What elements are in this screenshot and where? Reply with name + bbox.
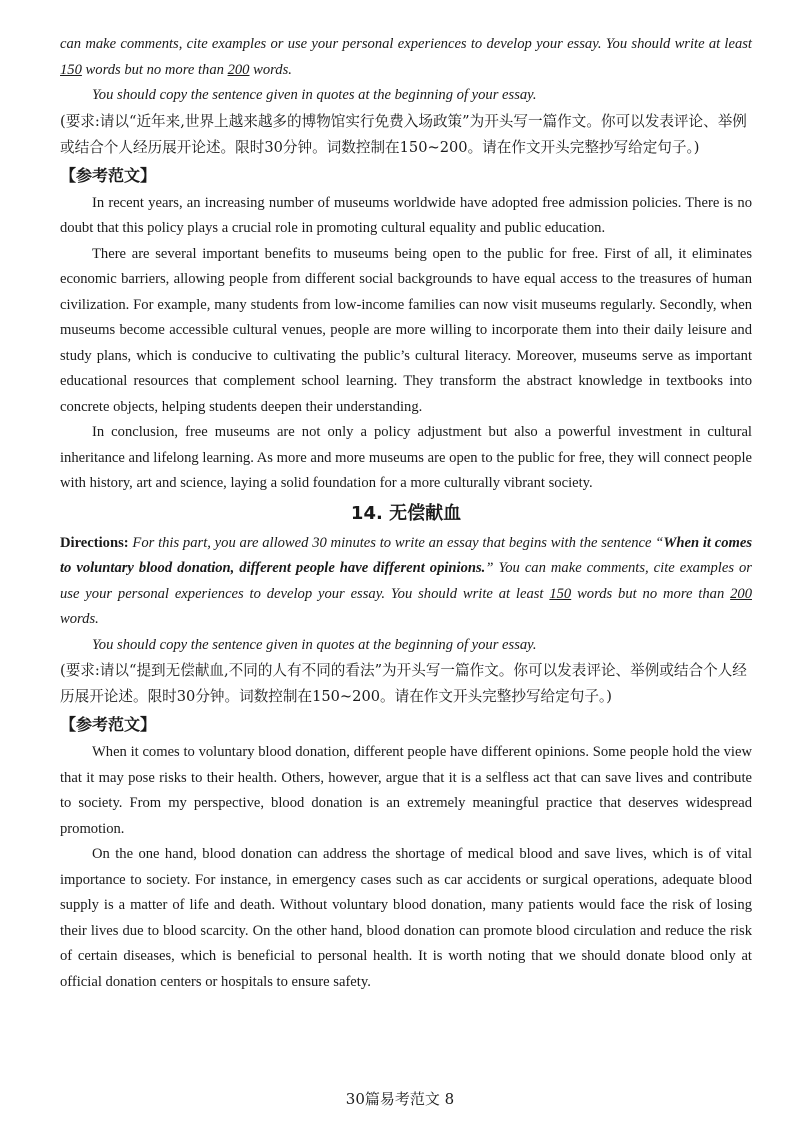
copy-note: You should copy the sentence given in quotes at the beginning of your essay. [92,87,537,103]
sample-heading: 【参考范文】 [60,165,157,185]
max-words: 200 [227,61,250,78]
page-content [60,32,752,995]
essay-paragraph: In conclusion, free museums are not only a policy adjustment but also a powerful investment in cultural inheritance and lifelong learning. As more and more museums are open to the public for free, they will connect people with history, art and science, laying a solid foundation for a more culturally vibrant society. [60,424,752,491]
requirement-zh: (要求:请以“近年来,世界上越来越多的博物馆实行免费入场政策”为开头写一篇作文。你可以发表评论、举例或结合个人经历展开论述。限时30分钟。词数控制在150~200。请在作文开头完整抄写给定句子。) [60,112,747,156]
page-footer: 30篇易考范文 8 [345,1090,455,1108]
requirement-zh: (要求:请以“提到无偿献血,不同的人有不同的看法”为开头写一篇作文。你可以发表评论、举例或结合个人经历展开论述。限时30分钟。词数控制在150~200。请在作文开头完整抄写给定句子。) [60,662,747,705]
section-title: 14. 无偿献血 [350,502,462,524]
directions-quote: When it comes to voluntary blood donation, different people have different opinions. [60,534,752,576]
directions-label: Directions: [60,534,129,551]
min-words: 150 [549,585,572,602]
essay-paragraph: In recent years, an increasing number of museums worldwide have adopted free admission policies. There is no doubt that this policy plays a crucial role in promoting cultural equality and public education. [60,194,752,236]
copy-note: You should copy the sentence given in quotes at the beginning of your essay. [92,636,537,653]
max-words: 200 [730,585,752,602]
essay-paragraph: When it comes to voluntary blood donation, different people have different opinions. Some people hold the view that it may pose risks to their health. Others, however, argue that it is a selfless act that can save lives and contribute to society. From my perspective, blood donation is an extremely meaningful practice that deserves widespread promotion. [60,744,752,837]
essay-paragraph: On the one hand, blood donation can address the shortage of medical blood and save lives, which is of vital importance to society. For instance, in emergency cases such as car accidents or surgical operations, adequate blood supply is a matter of life and death. Without voluntary blood donation, many patients would face the risk of losing their lives due to blood scarcity. On the other hand, blood donation can promote blood circulation and reduce the risk of certain diseases, which is beneficial to personal health. It is worth noting that we should donate blood only at official donation centers or hospitals to ensure safety. [60,846,752,990]
min-words: 150 [60,61,82,78]
directions: Directions: For this part, you are allowed 30 minutes to write an essay that begins with the sentence “When it comes to voluntary blood donation, different people have different opinions.” You can make comments, cite examples or use your personal experiences to develop your essay. You should write at least 150 words but no more than 200 words. [60,534,752,627]
sample-heading: 【参考范文】 [60,715,157,734]
essay-paragraph: There are several important benefits to museums being open to the public for free. First of all, it eliminates economic barriers, allowing people from different social backgrounds to have equal access to the treasures of human civilization. For example, many students from low-income families can now visit museums regularly. Secondly, when museums become accessible cultural venues, people are more willing to incorporate them into their daily leisure and study plans, which is conducive to cultivating the public’s cultural literacy. Moreover, museums serve as important educational resources that complement school learning. They transform the abstract knowledge in textbooks into concrete objects, helping students deepen their understanding. [60,245,752,415]
directions-continued: can make comments, cite examples or use your personal experiences to develop your essay. You should write at least 150 words but no more than 200 words. [60,36,752,78]
